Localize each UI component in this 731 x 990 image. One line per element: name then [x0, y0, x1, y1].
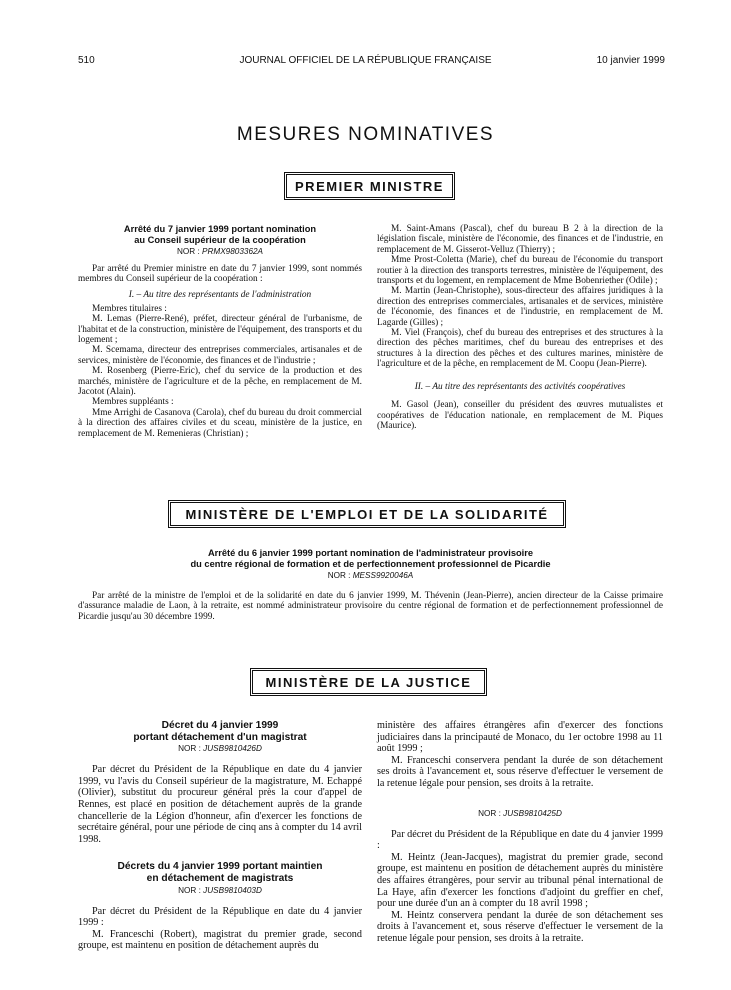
paragraph: M. Heintz conservera pendant la durée de son détachement ses droits à l'avancement et, sous réserve d'effectuer le versement de la retenue légale pour pension, ses droits à la retraite. [377, 909, 663, 944]
section-heading-justice: MINISTÈRE DE LA JUSTICE [250, 668, 487, 696]
nor-reference: NOR : MESS9920046A [327, 570, 414, 580]
section-heading-emploi-solidarite: MINISTÈRE DE L'EMPLOI ET DE LA SOLIDARITÉ [168, 500, 566, 528]
paragraph: ministère des affaires étrangères afin d'exercer des fonctions judiciaires dans la principauté de Monaco, du 1er octobre 1998 au 11 août 1999 ; [377, 720, 663, 755]
nor-reference: NOR : JUSB9810426D [178, 744, 262, 754]
arrete-title: Arrêté du 6 janvier 1999 portant nomination de l'administrateur provisoire du centre régional de formation et de perfectionnement professionnel de Picardie [190, 548, 551, 569]
paragraph: M. Rosenberg (Pierre-Eric), chef du service de la production et des marchés, ministère de l'agriculture et de la pêche, en remplacement de M. Jacotot (Alain). [78, 366, 362, 398]
justice-right-column [377, 720, 663, 945]
section-heading-premier-ministre: PREMIER MINISTRE [284, 172, 455, 200]
paragraph: M. Saint-Amans (Pascal), chef du bureau B 2 à la direction de la législation fiscale, ministère de l'économie, des finances et de l'industrie, en remplacement de M. Gisserot-Velluz (Thierry) ; [377, 224, 663, 255]
paragraph: M. Gasol (Jean), conseiller du président des œuvres mutualistes et coopératives de l'éducation nationale, en remplacement de M. Piques (Maurice). [377, 400, 663, 431]
paragraph: M. Viel (François), chef du bureau des entreprises et des structures à la direction des pêches maritimes, chef du bureau des entreprises et des structures à la direction des pêches et des cultures marines, ministère de l'agriculture et de la pêche, en remplacement de M. Coopu (Jean-Pierre). [377, 328, 663, 370]
paragraph: M. Heintz (Jean-Jacques), magistrat du premier grade, second groupe, est maintenu en position de détachement auprès du ministère des affaires étrangères, pour servir au tribunal pénal international de La Haye, afin d'exercer les fonctions d'adjoint du greffier en chef, pour une durée d'un an à compter du 18 avril 1998 ; [377, 851, 663, 910]
page-number: 510 [78, 55, 95, 66]
paragraph: Mme Prost-Coletta (Marie), chef du bureau de l'économie du transport routier à la direction des transports terrestres, ministère de l'équipement, des transports et du logement, en remplacement de Mme Bobenriether (Odile) ; [377, 255, 663, 287]
premier-right-column [377, 224, 663, 431]
subsection-heading: I. – Au titre des représentants de l'administration [128, 290, 312, 301]
paragraph: Membres titulaires : [92, 303, 167, 314]
justice-left-column [78, 720, 362, 952]
paragraph: M. Franceschi conservera pendant la durée de son détachement ses droits à l'avancement et, sous réserve d'effectuer le versement de la retenue légale pour pension, ses droits à la retraite. [377, 754, 663, 789]
page-title: MESURES NOMINATIVES [236, 124, 495, 145]
arrete-title: Arrêté du 7 janvier 1999 portant nomination au Conseil supérieur de la coopération [123, 224, 317, 245]
paragraph: M. Martin (Jean-Christophe), sous-directeur des affaires juridiques à la direction des entreprises commerciales, artisanales et de services, ministère de l'économie, des finances et de l'industrie, en remplacement de M. Lagarde (Gilles) ; [377, 286, 663, 328]
emploi-block [78, 548, 663, 622]
premier-left-column [78, 224, 362, 439]
paragraph: Par décret du Président de la République en date du 4 janvier 1999 : [78, 905, 362, 929]
paragraph: Par décret du Président de la République en date du 4 janvier 1999, vu l'avis du Conseil supérieur de la magistrature, M. Echappé (Olivier), substitut du procureur général près la cour d'appel de Rennes, est placé en position de détachement auprès de la grande chancellerie de la Légion d'honneur, afin d'exercer les fonctions de secrétaire général, pour une période de cinq ans à compter du 14 avril 1998. [78, 764, 362, 845]
nor-reference: NOR : PRMX9803362A [176, 246, 264, 256]
paragraph: Par arrêté du Premier ministre en date du 7 janvier 1999, sont nommés membres du Conseil supérieur de la coopération : [78, 263, 362, 284]
paragraph: Membres suppléants : [92, 397, 174, 408]
nor-reference: NOR : JUSB9810403D [178, 885, 262, 895]
decret-title: Décrets du 4 janvier 1999 portant maintien en détachement de magistrats [117, 861, 323, 884]
paragraph: Par arrêté de la ministre de l'emploi et de la solidarité en date du 6 janvier 1999, M. Thévenin (Jean-Pierre), ancien directeur de la Caisse primaire d'assurance maladie de Laon, à la retraite, est nommé administrateur provisoire du centre régional de formation et de perfectionnement professionnel de Picardie jusqu'au 30 décembre 1999. [78, 590, 663, 622]
nor-reference: NOR : JUSB9810425D [478, 808, 562, 818]
journal-title: JOURNAL OFFICIEL DE LA RÉPUBLIQUE FRANÇAISE [239, 55, 492, 66]
subsection-heading: II. – Au titre des représentants des activités coopératives [414, 381, 626, 392]
issue-date: 10 janvier 1999 [596, 55, 665, 66]
paragraph: M. Franceschi (Robert), magistrat du premier grade, second groupe, est maintenu en position de détachement auprès du [78, 928, 362, 952]
paragraph: M. Scemama, directeur des entreprises commerciales, artisanales et de services, ministère de l'économie, des finances et de l'industrie ; [78, 345, 362, 366]
decret-title: Décret du 4 janvier 1999 portant détachement d'un magistrat [133, 720, 307, 743]
paragraph: M. Lemas (Pierre-René), préfet, directeur général de l'urbanisme, de l'habitat et de la construction, ministère de l'équipement, des transports et du logement ; [78, 314, 362, 346]
paragraph: Mme Arrighi de Casanova (Carola), chef du bureau du droit commercial à la direction des affaires civiles et du sceau, ministère de la justice, en remplacement de M. Remenieras (Christian) ; [78, 407, 362, 439]
paragraph: Par décret du Président de la République en date du 4 janvier 1999 : [377, 828, 663, 852]
